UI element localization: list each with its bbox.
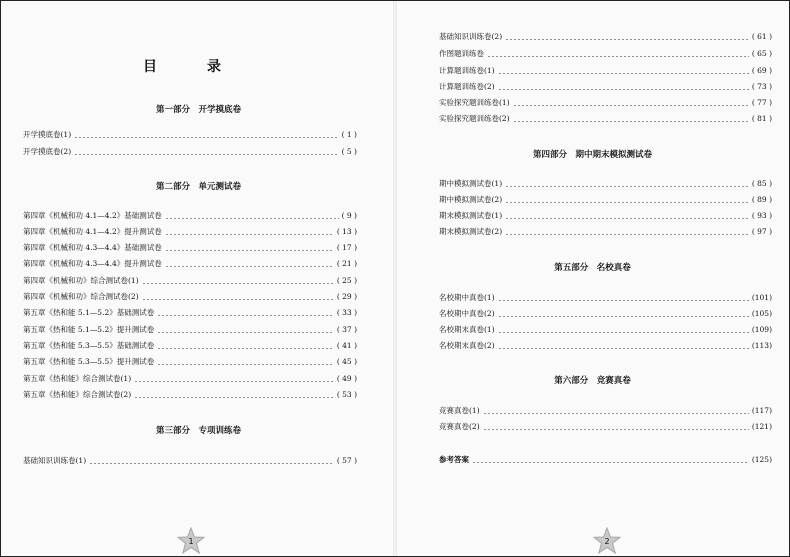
entry-label: 第四章《机械和功》综合测试卷(1) bbox=[23, 276, 139, 285]
section-heading-part6: 第六部分 竞赛真卷 bbox=[554, 376, 631, 386]
section-heading-part3: 第三部分 专项训练卷 bbox=[155, 426, 241, 436]
dot-leader bbox=[472, 462, 749, 463]
section-heading-part1: 第一部分 开学摸底卷 bbox=[155, 105, 241, 115]
toc-entry[interactable] bbox=[23, 227, 357, 237]
dot-leader bbox=[505, 39, 749, 40]
toc-entry[interactable] bbox=[439, 422, 772, 432]
entry-label: 期末模拟测试卷(1) bbox=[439, 211, 503, 220]
entry-label: 第四章《机械和功》综合测试卷(2) bbox=[23, 292, 139, 301]
dot-leader bbox=[498, 89, 749, 90]
dot-leader bbox=[505, 234, 749, 235]
entry-page: ( 41 ) bbox=[336, 341, 357, 350]
toc-entry[interactable] bbox=[23, 374, 357, 384]
dot-leader bbox=[498, 332, 749, 333]
entry-page: ( 77 ) bbox=[751, 98, 772, 107]
dot-leader bbox=[513, 105, 749, 106]
dot-leader bbox=[487, 56, 749, 57]
entry-label: 名校期末真卷(2) bbox=[439, 341, 495, 350]
entry-label: 第四章《机械和功 4.1—4.2》基础测试卷 bbox=[23, 211, 162, 220]
dot-leader bbox=[505, 218, 749, 219]
entry-page: ( 17 ) bbox=[336, 243, 357, 252]
toc-entry[interactable] bbox=[23, 341, 357, 351]
entry-label: 竞赛真卷(1) bbox=[439, 406, 480, 415]
entry-page: ( 1 ) bbox=[341, 130, 357, 139]
toc-entry[interactable] bbox=[23, 456, 357, 466]
dot-leader bbox=[483, 429, 749, 430]
dot-leader bbox=[142, 283, 334, 284]
entry-label: 第五章《热和能 5.1—5.2》基础测试卷 bbox=[23, 308, 155, 317]
toc-entry[interactable] bbox=[439, 66, 772, 76]
dot-leader bbox=[157, 332, 334, 333]
entry-label: 名校期中真卷(1) bbox=[439, 293, 495, 302]
entry-page: ( 5 ) bbox=[341, 147, 357, 156]
entry-page: (125) bbox=[751, 455, 772, 464]
page-number: 1 bbox=[188, 537, 194, 546]
dot-leader bbox=[74, 137, 338, 138]
entry-label: 开学摸底卷(1) bbox=[23, 130, 72, 139]
entry-label: 参考答案 bbox=[439, 455, 469, 464]
section-heading-part5: 第五部分 名校真卷 bbox=[554, 263, 631, 273]
toc-entry[interactable] bbox=[439, 114, 772, 124]
entry-label: 第五章《热和能 5.1—5.2》提升测试卷 bbox=[23, 325, 155, 334]
entry-label: 第四章《机械和功 4.1—4.2》提升测试卷 bbox=[23, 227, 162, 236]
entry-page: ( 97 ) bbox=[751, 227, 772, 236]
entry-page: (105) bbox=[751, 309, 772, 318]
dot-leader bbox=[157, 315, 334, 316]
entry-page: ( 9 ) bbox=[341, 211, 357, 220]
entry-label: 计算题训练卷(1) bbox=[439, 66, 495, 75]
entry-label: 期中模拟测试卷(2) bbox=[439, 195, 503, 204]
dot-leader bbox=[134, 397, 334, 398]
dot-leader bbox=[498, 300, 749, 301]
toc-entry[interactable] bbox=[23, 130, 357, 140]
entry-page: ( 37 ) bbox=[336, 325, 357, 334]
toc-entry[interactable] bbox=[23, 325, 357, 335]
entry-label: 期中模拟测试卷(1) bbox=[439, 179, 503, 188]
dot-leader bbox=[74, 154, 338, 155]
entry-label: 期末模拟测试卷(2) bbox=[439, 227, 503, 236]
dot-leader bbox=[505, 186, 749, 187]
page-number-badge bbox=[592, 527, 622, 555]
entry-page: ( 69 ) bbox=[751, 66, 772, 75]
page-number-badge bbox=[176, 527, 206, 555]
toc-entry[interactable] bbox=[23, 147, 357, 157]
toc-entry[interactable] bbox=[23, 357, 357, 367]
entry-page: ( 25 ) bbox=[336, 276, 357, 285]
toc-entry[interactable] bbox=[23, 308, 357, 318]
entry-page: ( 49 ) bbox=[336, 374, 357, 383]
toc-entry[interactable] bbox=[23, 243, 357, 253]
toc-entry[interactable] bbox=[23, 390, 357, 400]
entry-label: 基础知识训练卷(2) bbox=[439, 32, 503, 41]
right-page bbox=[396, 1, 789, 556]
toc-entry[interactable] bbox=[23, 259, 357, 269]
entry-label: 第五章《热和能 5.3—5.5》提升测试卷 bbox=[23, 357, 155, 366]
toc-entry[interactable] bbox=[439, 341, 772, 351]
dot-leader bbox=[165, 250, 334, 251]
entry-label: 名校期末真卷(1) bbox=[439, 325, 495, 334]
entry-page: ( 73 ) bbox=[751, 82, 772, 91]
dot-leader bbox=[165, 234, 334, 235]
entry-label: 竞赛真卷(2) bbox=[439, 422, 480, 431]
dot-leader bbox=[89, 463, 334, 464]
dot-leader bbox=[483, 413, 749, 414]
entry-page: ( 29 ) bbox=[336, 292, 357, 301]
entry-page: (117) bbox=[751, 406, 772, 415]
entry-label: 名校期中真卷(2) bbox=[439, 309, 495, 318]
dot-leader bbox=[165, 266, 334, 267]
entry-page: ( 89 ) bbox=[751, 195, 772, 204]
dot-leader bbox=[498, 73, 749, 74]
entry-page: (113) bbox=[751, 341, 772, 350]
dot-leader bbox=[498, 348, 749, 349]
dot-leader bbox=[165, 218, 339, 219]
toc-entry-answers[interactable] bbox=[439, 455, 772, 465]
dot-leader bbox=[157, 364, 334, 365]
toc-entry[interactable] bbox=[439, 49, 772, 59]
entry-label: 开学摸底卷(2) bbox=[23, 147, 72, 156]
toc-entry[interactable] bbox=[439, 406, 772, 416]
toc-entry[interactable] bbox=[439, 227, 772, 237]
toc-entry[interactable] bbox=[439, 98, 772, 108]
entry-page: ( 21 ) bbox=[336, 259, 357, 268]
entry-label: 第四章《机械和功 4.3—4.4》提升测试卷 bbox=[23, 259, 162, 268]
entry-label: 第四章《机械和功 4.3—4.4》基础测试卷 bbox=[23, 243, 162, 252]
toc-entry[interactable] bbox=[439, 325, 772, 335]
entry-label: 实验探究题训练卷(2) bbox=[439, 114, 510, 123]
toc-entry[interactable] bbox=[439, 82, 772, 92]
entry-label: 实验探究题训练卷(1) bbox=[439, 98, 510, 107]
toc-entry[interactable] bbox=[23, 292, 357, 302]
dot-leader bbox=[142, 299, 334, 300]
dot-leader bbox=[513, 121, 749, 122]
entry-page: (109) bbox=[751, 325, 772, 334]
entry-label: 作图题训练卷 bbox=[439, 49, 484, 58]
entry-page: ( 65 ) bbox=[751, 49, 772, 58]
entry-page: ( 53 ) bbox=[336, 390, 357, 399]
section-heading-part2: 第二部分 单元测试卷 bbox=[155, 182, 241, 192]
entry-page: ( 61 ) bbox=[751, 32, 772, 41]
page-number: 2 bbox=[604, 537, 610, 546]
toc-entry[interactable] bbox=[439, 32, 772, 42]
section-heading-part4: 第四部分 期中期末模拟测试卷 bbox=[532, 150, 652, 160]
entry-label: 计算题训练卷(2) bbox=[439, 82, 495, 91]
toc-entry[interactable] bbox=[23, 211, 357, 221]
dot-leader bbox=[157, 348, 334, 349]
entry-page: ( 33 ) bbox=[336, 308, 357, 317]
entry-page: ( 57 ) bbox=[336, 456, 357, 465]
entry-label: 第五章《热和能 5.3—5.5》基础测试卷 bbox=[23, 341, 155, 350]
entry-label: 第五章《热和能》综合测试卷(1) bbox=[23, 374, 132, 383]
dot-leader bbox=[498, 316, 749, 317]
page-title: 目 录 bbox=[143, 59, 239, 75]
dot-leader bbox=[505, 202, 749, 203]
entry-page: ( 85 ) bbox=[751, 179, 772, 188]
toc-entry[interactable] bbox=[439, 195, 772, 205]
entry-page: ( 13 ) bbox=[336, 227, 357, 236]
entry-page: ( 81 ) bbox=[751, 114, 772, 123]
entry-label: 第五章《热和能》综合测试卷(2) bbox=[23, 390, 132, 399]
entry-page: (101) bbox=[751, 293, 772, 302]
toc-entry[interactable] bbox=[439, 309, 772, 319]
entry-page: (121) bbox=[751, 422, 772, 431]
dot-leader bbox=[134, 381, 334, 382]
toc-entry[interactable] bbox=[439, 211, 772, 221]
entry-label: 基础知识训练卷(1) bbox=[23, 456, 87, 465]
toc-entry[interactable] bbox=[23, 276, 357, 286]
entry-page: ( 45 ) bbox=[336, 357, 357, 366]
left-page bbox=[1, 1, 396, 556]
toc-entry[interactable] bbox=[439, 293, 772, 303]
toc-entry[interactable] bbox=[439, 179, 772, 189]
entry-page: ( 93 ) bbox=[751, 211, 772, 220]
